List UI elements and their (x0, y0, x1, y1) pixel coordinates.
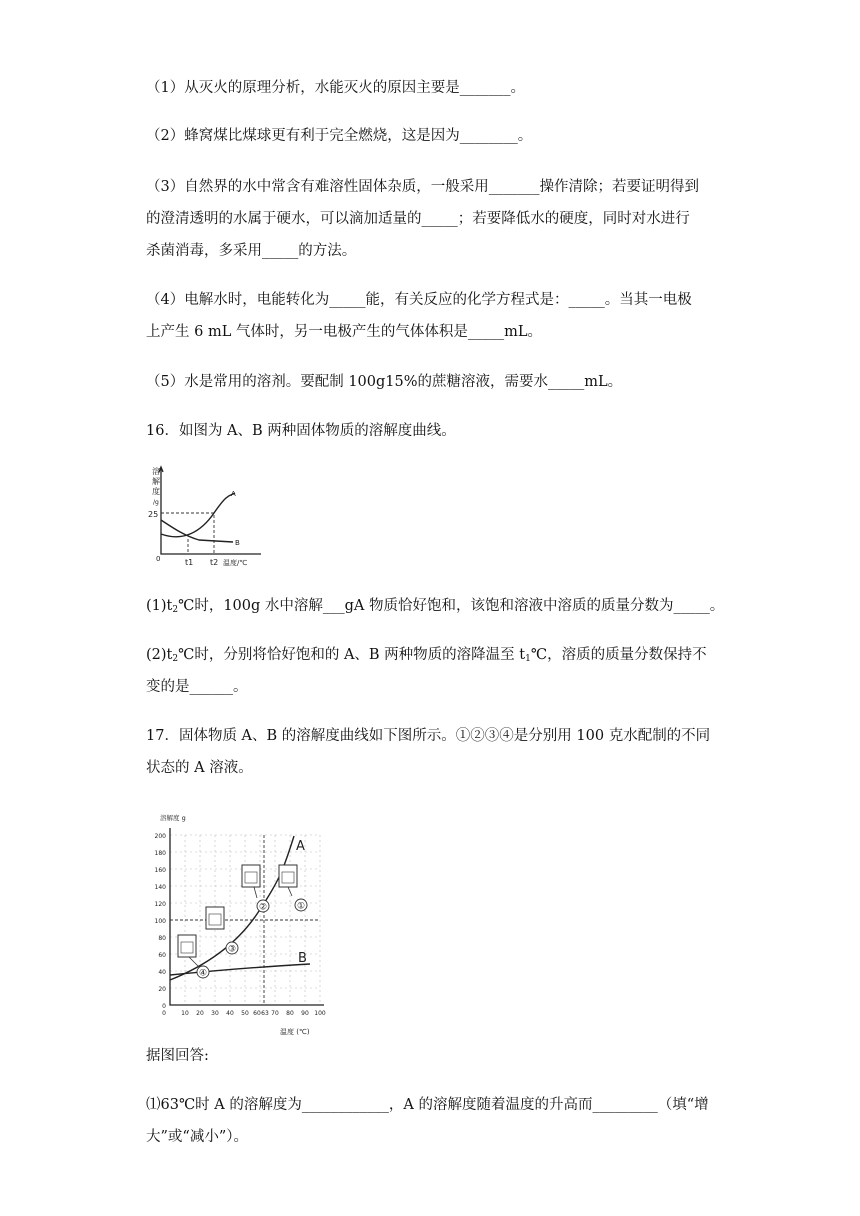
svg-text:80: 80 (286, 1010, 294, 1017)
q17-part1-line2: 大”或“减小”）。 (146, 1129, 248, 1145)
q15-part4-line1: （4）电解水时，电能转化为_____能，有关反应的化学方程式是：_____。当其一电极 (146, 292, 692, 308)
q15-part3-line2: 的澄清透明的水属于硬水，可以滴加适量的_____；若要降低水的硬度，同时对水进行 (146, 211, 690, 227)
figure2-curve-b (170, 964, 310, 975)
answer-intro: 据图回答: (146, 1048, 209, 1064)
figure2-xlabel: 温度 (℃) (280, 1028, 310, 1036)
q15-part5: （5）水是常用的溶剂。要配制 100g15%的蔗糖溶液，需要水_____mL。 (146, 374, 623, 390)
figure2-beaker-3 (206, 907, 224, 929)
figure2-x-ticks (162, 1010, 326, 1017)
question-16-title: 16．如图为 A、B 两种固体物质的溶解度曲线。 (146, 423, 456, 439)
svg-text:100: 100 (314, 1010, 326, 1017)
figure2-label-a: A (296, 839, 305, 854)
svg-text:30: 30 (211, 1010, 219, 1017)
svg-text:100: 100 (154, 918, 166, 925)
svg-text:溶: 溶 (152, 467, 160, 476)
svg-text:200: 200 (154, 833, 166, 840)
q16-part2-line1: $(2)t_2℃$时，分别将恰好饱和的 A、B 两种物质的溶降温至 $t_1℃$，溶质的质量分数保持不 (146, 647, 707, 664)
figure-solubility-1 (143, 462, 273, 574)
figure1-label-b: B (235, 539, 240, 547)
svg-text:④: ④ (198, 968, 208, 979)
svg-text:60: 60 (253, 1010, 261, 1017)
q15-part2: （2）蜂窝煤比煤球更有利于完全燃烧，这是因为________。 (146, 128, 533, 144)
figure2-marker-3 (226, 942, 238, 955)
svg-text:0: 0 (162, 1010, 166, 1017)
q15-part4-line2: 上产生 6 mL 气体时，另一电极产生的气体体积是_____mL。 (146, 324, 543, 340)
svg-text:10: 10 (181, 1010, 189, 1017)
svg-text:120: 120 (154, 901, 166, 908)
figure2-marker-2 (257, 900, 269, 913)
figure2-marker-4 (197, 966, 209, 979)
figure2-beaker-4 (178, 935, 200, 968)
q15-part3-line1: （3）自然界的水中常含有难溶性固体杂质，一般采用_______操作清除；若要证明得到 (146, 179, 699, 195)
figure2-axes (170, 828, 324, 1005)
svg-text:70: 70 (271, 1010, 279, 1017)
figure1-y-tick-25: 25 (148, 510, 159, 519)
svg-text:63: 63 (261, 1010, 269, 1017)
svg-text:180: 180 (154, 850, 166, 857)
svg-text:②: ② (258, 902, 268, 913)
svg-text:/g: /g (153, 499, 159, 506)
svg-text:0: 0 (162, 1003, 166, 1010)
svg-text:20: 20 (196, 1010, 204, 1017)
figure1-x-tick-t2: t2 (210, 558, 219, 567)
figure1-ylabel (152, 466, 160, 506)
figure1-x-tick-t1: t1 (185, 558, 194, 567)
figure2-ylabel: 溶解度 g (160, 814, 186, 822)
svg-text:①: ① (296, 901, 306, 912)
svg-text:20: 20 (158, 986, 166, 993)
svg-text:140: 140 (154, 884, 166, 891)
figure-solubility-2 (142, 810, 328, 1022)
svg-text:40: 40 (158, 969, 166, 976)
svg-text:90: 90 (301, 1010, 309, 1017)
figure2-label-b: B (298, 951, 307, 966)
q16-part1: $(1)t_2℃$时，100g 水中溶解___gA 物质恰好饱和，该饱和溶液中溶质的质量分数为_____。 (146, 598, 725, 615)
svg-text:度: 度 (152, 487, 160, 496)
svg-text:40: 40 (226, 1010, 234, 1017)
svg-text:80: 80 (158, 935, 166, 942)
figure1-label-a: A (231, 490, 236, 498)
q15-part3-line3: 杀菌消毒，多采用_____的方法。 (146, 243, 357, 259)
q15-part1: （1）从灭火的原理分析，水能灭火的原因主要是_______。 (146, 80, 525, 96)
figure2-beaker-1 (279, 865, 297, 896)
figure1-origin: 0 (156, 555, 161, 563)
q16-part2-line2: 变的是______。 (146, 679, 248, 695)
svg-text:解: 解 (152, 477, 160, 486)
figure2-y-ticks (155, 833, 167, 1010)
figure1-guide-t2 (161, 513, 214, 554)
svg-text:③: ③ (227, 944, 237, 955)
figure1-curve-a (161, 493, 235, 537)
figure2-marker-1 (295, 899, 307, 912)
question-17-line1: 17．固体物质 A、B 的溶解度曲线如下图所示。①②③④是分别用 100 克水配制的不同 (146, 728, 711, 744)
figure1-xlabel: 温度/℃ (223, 559, 248, 567)
q17-part1-line1: ⑴63℃时 A 的溶解度为____________，A 的溶解度随着温度的升高而_________（填“增 (146, 1097, 709, 1113)
svg-text:60: 60 (158, 952, 166, 959)
figure2-beaker-2 (242, 865, 260, 898)
svg-text:160: 160 (154, 867, 166, 874)
question-17-line2: 状态的 A 溶液。 (146, 760, 253, 776)
svg-text:50: 50 (241, 1010, 249, 1017)
figure2-curve-a (170, 836, 294, 980)
